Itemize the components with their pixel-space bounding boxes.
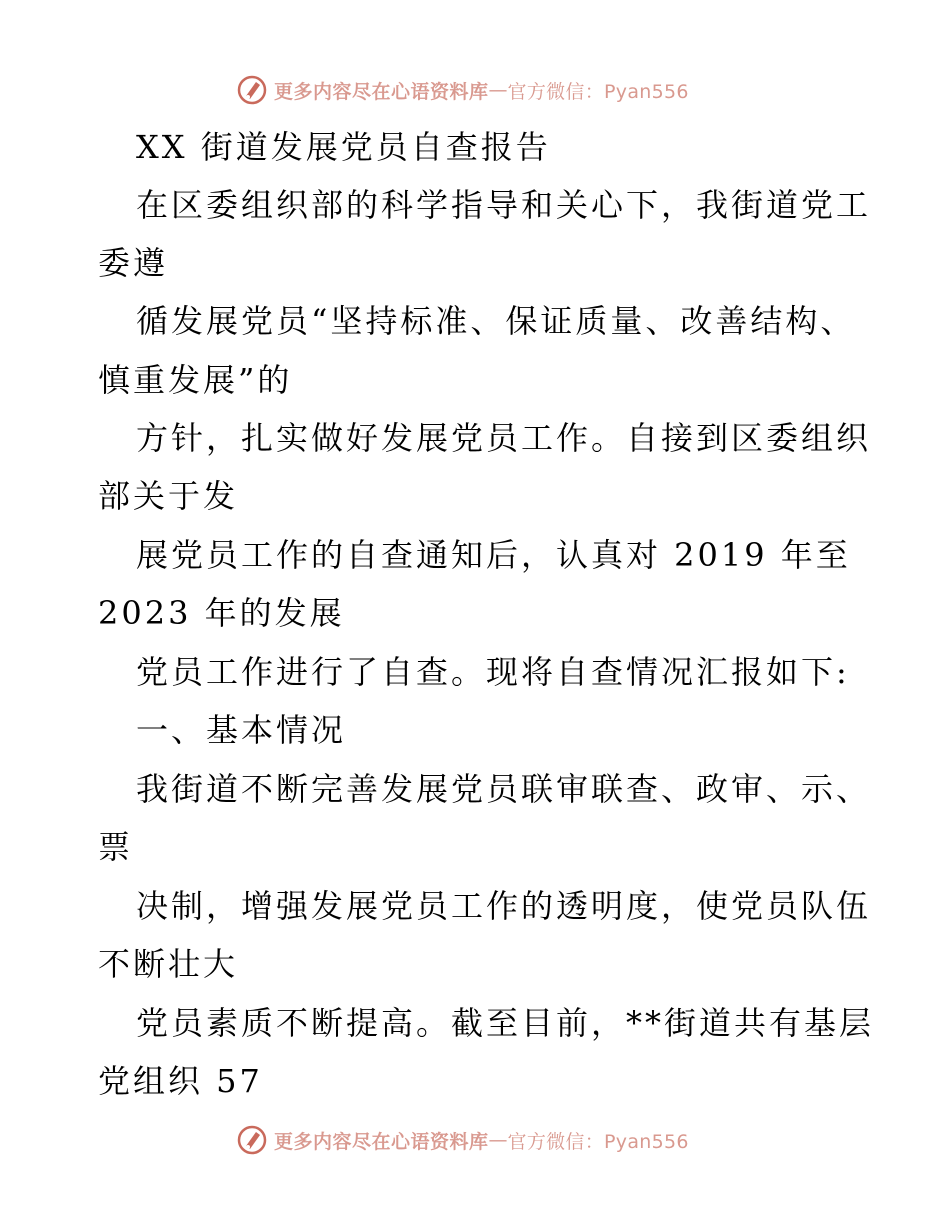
paragraph-line: 我街道不断完善发展党员联审联查、政审、示、 [136,770,872,808]
paragraph-line: 党组织 57 [98,1062,263,1100]
paragraph-line: 决制，增强发展党员工作的透明度，使党员队伍 [136,887,872,925]
paragraph-line: 不断壮大 [98,945,239,983]
document-title: XX 街道发展党员自查报告 [136,128,551,166]
watermark-text: 更多内容尽在心语资料库 [274,1130,489,1153]
paragraph-line: 方针，扎实做好发展党员工作。自接到区委组织 [136,419,872,457]
paragraph-line: 展党员工作的自查通知后，认真对 2019 年至 [136,536,851,574]
paragraph-line: 在区委组织部的科学指导和关心下，我街道党工 [136,186,872,224]
paragraph-line: 部关于发 [98,477,239,515]
watermark-banner-bottom [0,1120,950,1160]
watermark-text: 更多内容尽在心语资料库 [274,80,489,103]
pen-nib-circle-icon [236,1124,268,1156]
paragraph-line: 慎重发展”的 [98,361,293,399]
watermark-contact: 官方微信：Pyan556 [507,80,689,103]
watermark-contact: 官方微信：Pyan556 [507,1130,689,1153]
watermark-content [236,1120,689,1160]
watermark-banner-top [0,70,950,110]
section-heading: 一、基本情况 [136,711,347,749]
paragraph-line: 2023 年的发展 [98,594,345,632]
watermark-dash: — [488,1129,508,1151]
watermark-dash: — [488,79,508,101]
watermark-content [236,70,689,110]
paragraph-line: 票 [98,828,134,866]
paragraph-line: 委遵 [98,244,169,282]
pen-nib-circle-icon [236,74,268,106]
paragraph-line: 党员工作进行了自查。现将自查情况汇报如下: [136,653,850,691]
paragraph-line: 循发展党员“坚持标准、保证质量、改善结构、 [136,302,856,340]
paragraph-line: 党员素质不断提高。截至目前，**街道共有基层 [136,1004,875,1042]
